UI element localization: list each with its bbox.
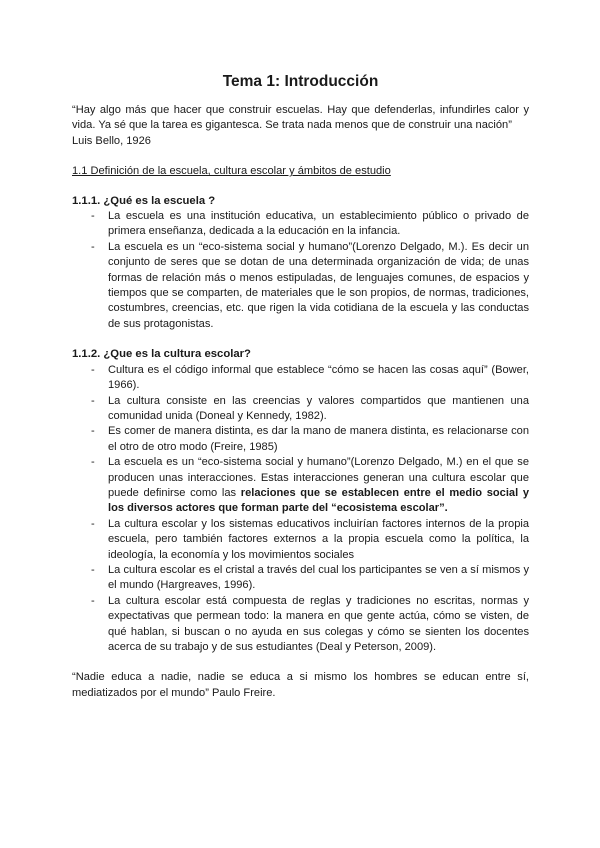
list-item-text: La cultura escolar y los sistemas educativos incluirían factores internos de la propia escuela, pero también factores externos a la propia escuela como la política, la ideología, la economía y los movimientos sociales — [108, 517, 529, 561]
list-item-text: La escuela es un “eco-sistema social y humano”(Lorenzo Delgado, M.) en el que se producen unas interacciones. Estas interacciones generan una cultura escolar que puede definirse como las — [108, 456, 529, 499]
list-item — [72, 517, 529, 563]
subsections — [72, 194, 529, 656]
bullet-dash: - — [91, 456, 95, 469]
bullet-dash: - — [91, 394, 95, 407]
document-title: Tema 1: Introducción — [222, 73, 379, 90]
list-item — [72, 240, 529, 332]
list-item-text: La escuela es una institución educativa, un establecimiento público o privado de primera enseñanza, dedicada a la educación en la infancia. — [108, 210, 529, 238]
list-item — [72, 209, 529, 240]
bullet-dash: - — [91, 563, 95, 576]
list-item — [72, 394, 529, 425]
list-item-text: Cultura es el código informal que establece “cómo se hacen las cosas aquí” (Bower, 1966). — [108, 363, 529, 392]
bullet-dash: - — [91, 240, 95, 253]
bullet-dash: - — [91, 517, 95, 530]
closing-quote: “Nadie educa a nadie, nadie se educa a si mismo los hombres se educan entre sí, mediatizados por el mundo” Paulo Freire. — [72, 671, 529, 699]
bullet-dash: - — [91, 594, 95, 607]
bullet-dash: - — [91, 363, 95, 376]
list-item-text: La escuela es un “eco-sistema social y humano”(Lorenzo Delgado, M.). Es decir un conjunto de seres que se dotan de una determinada organización de vida; de unas formas de relación más o menos estipuladas, de lenguajes comunes, de espacios y tiempos que se comparten, de materiales que le son propios, de normas, tradiciones, costumbres, creencias, etc. que rigen la vida cotidiana de la escuela y las conductas de sus protagonistas. — [108, 240, 529, 330]
document-page — [72, 72, 529, 701]
list-item-text: La cultura escolar está compuesta de reglas y tradiciones no escritas, normas y expectativas que permean todo: la manera en que gente actúa, cómo se visten, de qué hablan, si buscan o no ayuda en sus colegas y cómo se sienten los docentes acerca de su trabajo y de sus estudiantes (Deal y Peterson, 2009). — [108, 594, 529, 653]
opening-quote-text: “Hay algo más que hacer que construir escuelas. Hay que defenderlas, infundirles calor y vida. Ya sé que la tarea es gigantesca. Se trata nada menos que de construir una nación” — [72, 104, 529, 132]
subsection-heading: 1.1.1. ¿Qué es la escuela ? — [72, 194, 216, 207]
list-item — [72, 424, 529, 455]
bullet-dash: - — [91, 425, 95, 438]
bullet-list — [72, 363, 529, 656]
list-item-text: La cultura consiste en las creencias y valores compartidos que mantienen una comunidad unida (Doneal y Kennedy, 1982). — [108, 394, 529, 422]
bullet-list — [72, 209, 529, 332]
list-item — [72, 594, 529, 656]
opening-quote-author: Luis Bello, 1926 — [72, 134, 151, 147]
subsection-heading: 1.1.2. ¿Que es la cultura escolar? — [72, 348, 251, 361]
opening-quote — [72, 103, 529, 149]
list-item-bold-text: relaciones que se establecen entre el medio social y los diversos actores que forman parte del “ecosistema escolar”. — [108, 486, 530, 515]
list-item-text: Es comer de manera distinta, es dar la mano de manera distinta, es relacionarse con el otro de otro modo (Freire, 1985) — [108, 425, 529, 453]
list-item — [72, 563, 529, 594]
list-item-text: La cultura escolar es el cristal a través del cual los participantes se ven a sí mismos y el mundo (Hargreaves, 1996). — [108, 563, 529, 592]
bullet-dash: - — [91, 210, 95, 223]
section-heading: 1.1 Definición de la escuela, cultura escolar y ámbitos de estudio — [72, 165, 391, 178]
list-item — [72, 455, 529, 517]
list-item — [72, 363, 529, 394]
